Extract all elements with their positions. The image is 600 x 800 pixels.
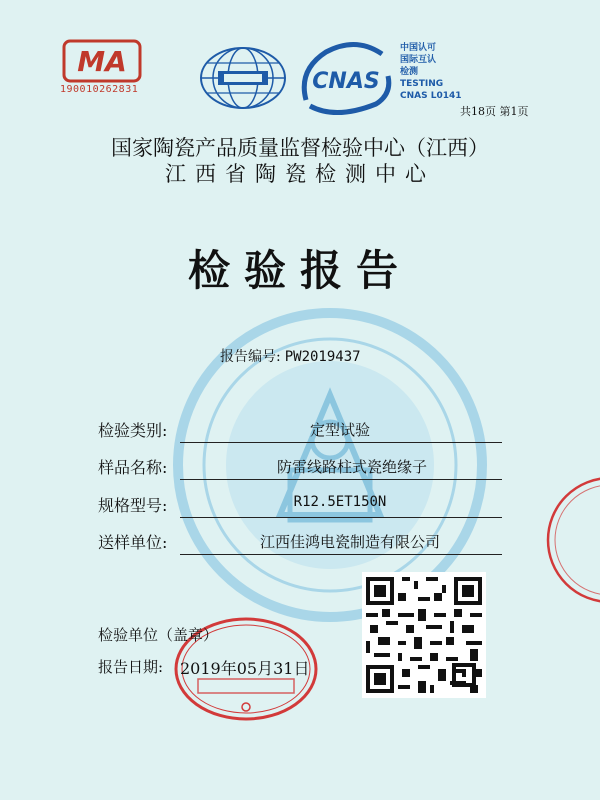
field-label-sample-name: 样品名称: xyxy=(98,458,168,477)
cnas-info-line: TESTING xyxy=(400,79,444,89)
accreditation-emblem-icon xyxy=(198,45,288,111)
cnas-info-line: CNAS L0141 xyxy=(400,91,462,101)
field-label-inspection-type: 检验类别: xyxy=(98,421,168,440)
page-count: 共18页 第1页 xyxy=(460,105,529,118)
page-title: 检验报告 xyxy=(187,246,412,295)
cnas-logo-text: CNAS xyxy=(312,69,380,94)
edge-seal-icon xyxy=(540,470,600,610)
cnas-accreditation-info xyxy=(400,42,462,102)
field-value-sample-name: 防雷线路柱式瓷绝缘子 xyxy=(276,458,427,476)
inspection-unit-label: 检验单位（盖章） xyxy=(98,626,219,644)
field-value-inspection-type: 定型试验 xyxy=(309,421,370,439)
qr-code-icon xyxy=(362,572,486,698)
ma-certification-logo xyxy=(62,38,142,84)
organization-name-primary: 国家陶瓷产品质量监督检验中心（江西） xyxy=(111,136,489,160)
field-underline xyxy=(180,517,502,518)
report-date-label: 报告日期: xyxy=(98,658,164,676)
cnas-info-line: 中国认可 xyxy=(400,43,437,53)
field-value-specification: R12.5ET150N xyxy=(293,494,387,510)
cnas-info-line: 国际互认 xyxy=(400,55,437,65)
report-number xyxy=(220,346,361,366)
field-value-sender-unit: 江西佳鸿电瓷制造有限公司 xyxy=(259,533,440,551)
ma-logo-text: MA xyxy=(77,45,127,78)
field-underline xyxy=(180,479,502,480)
cnas-logo-icon xyxy=(296,40,394,118)
report-number-label: 报告编号: xyxy=(220,349,281,365)
field-label-sender-unit: 送样单位: xyxy=(98,533,168,552)
field-underline xyxy=(180,442,502,443)
field-underline xyxy=(180,554,502,555)
report-date-value: 2019年05月31日 xyxy=(180,659,310,678)
organization-name-secondary: 江西省陶瓷检测中心 xyxy=(165,162,435,186)
field-label-specification: 规格型号: xyxy=(98,496,168,515)
report-number-value: PW2019437 xyxy=(284,349,361,365)
ma-certificate-number: 190010262831 xyxy=(60,84,139,95)
cnas-info-line: 检测 xyxy=(400,67,419,77)
